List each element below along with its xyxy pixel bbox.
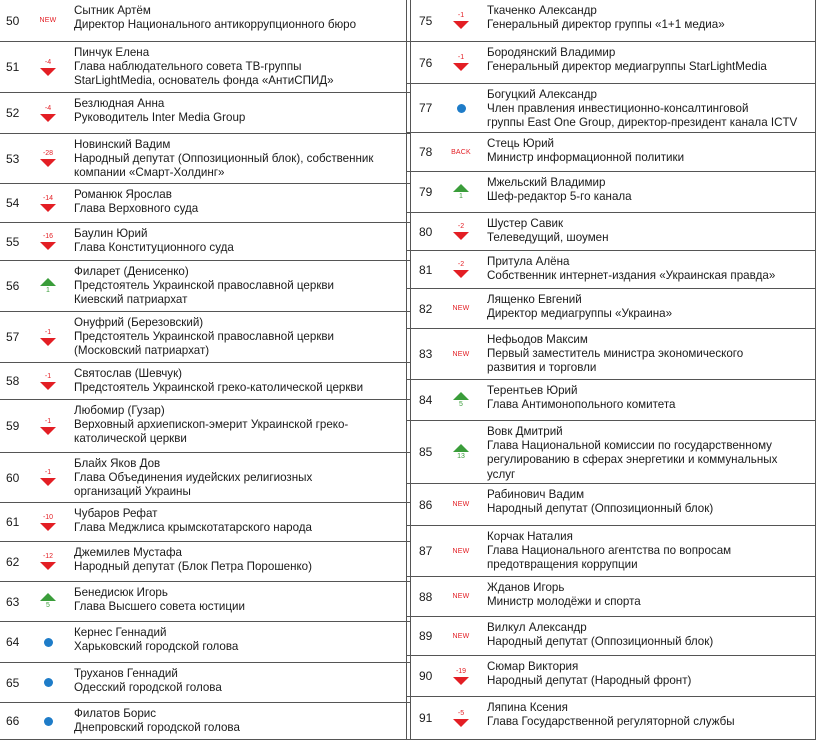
rank-change-indicator <box>449 706 473 730</box>
rank-change-label: 5 <box>46 602 50 609</box>
person-position: Директор Национального антикоррупционного бюро <box>74 18 357 32</box>
list-item <box>407 172 815 213</box>
list-item <box>0 400 410 453</box>
list-item <box>0 93 410 134</box>
person-position: (Московский патриархат) <box>74 344 210 358</box>
person-position: Киевский патриархат <box>74 293 188 307</box>
person-position: католической церкви <box>74 432 187 446</box>
rank-change-label: -1 <box>457 12 465 19</box>
rank-number: 88 <box>419 589 433 604</box>
person-name: Кернес Геннадий <box>74 626 167 639</box>
person-position: Генеральный директор группы «1+1 медиа» <box>487 18 725 32</box>
person-info <box>74 265 404 308</box>
rank-change-indicator <box>449 9 473 33</box>
rank-number: 86 <box>419 497 433 512</box>
person-position: Глава Верховного суда <box>74 202 199 216</box>
rank-change-indicator <box>449 51 473 75</box>
list-item <box>407 251 815 289</box>
person-position: Народный депутат (Оппозиционный блок) <box>487 502 714 516</box>
person-info <box>487 88 809 131</box>
list-item <box>0 503 410 542</box>
rank-change-indicator <box>36 325 60 349</box>
rank-number: 65 <box>6 675 20 690</box>
rank-change-indicator <box>449 140 473 164</box>
person-position: регулированию в сферах энергетики и коммунальных <box>487 453 778 467</box>
rank-number: 89 <box>419 629 433 643</box>
arrow-down-icon <box>40 478 56 486</box>
rank-change-label: -28 <box>42 150 54 157</box>
person-name: Любомир (Гузар) <box>74 404 165 417</box>
person-name: Труханов Геннадий <box>74 667 178 680</box>
arrow-up-icon <box>453 392 469 400</box>
list-item <box>0 0 410 42</box>
person-position: услуг <box>487 467 516 481</box>
arrow-up-icon <box>453 184 469 192</box>
rank-change-label: -14 <box>42 194 54 202</box>
rank-number: 78 <box>419 145 433 159</box>
list-item <box>0 453 410 503</box>
person-info <box>74 507 404 535</box>
person-position: StarLightMedia, основатель фонда «АнтиСПИД» <box>74 74 334 88</box>
person-info <box>74 707 404 735</box>
arrow-down-icon <box>453 719 469 727</box>
list-item <box>407 484 815 526</box>
rank-number: 62 <box>6 554 20 569</box>
rank-change-label: -2 <box>457 261 465 268</box>
person-position: Глава Национального агентства по вопросам <box>487 544 732 558</box>
person-info <box>487 425 809 482</box>
list-item <box>407 213 815 251</box>
person-position: Народный депутат (Блок Петра Порошенко) <box>74 560 312 574</box>
person-info <box>487 530 809 573</box>
person-name: Онуфрий (Березовский) <box>74 316 204 329</box>
person-name: Новинский Вадим <box>74 138 171 151</box>
rank-change-label: -1 <box>44 372 52 380</box>
rank-change-indicator <box>449 96 473 120</box>
list-item <box>0 582 410 622</box>
list-item <box>407 133 815 172</box>
rank-number: 76 <box>419 55 433 70</box>
rank-number: 57 <box>6 330 20 344</box>
person-info <box>74 586 404 614</box>
rank-change-label: -19 <box>455 667 467 675</box>
rank-change-indicator <box>36 466 60 490</box>
rank-change-indicator <box>36 101 60 125</box>
person-info <box>74 404 404 447</box>
person-position: Народный депутат (Народный фронт) <box>487 674 692 688</box>
person-position: Предстоятель Украинской православной церкви <box>74 330 335 344</box>
person-info <box>487 384 809 412</box>
rank-number: 83 <box>419 347 433 361</box>
person-name: Бенедисюк Игорь <box>74 586 168 599</box>
person-position: Директор медиагруппы «Украина» <box>487 307 673 321</box>
person-position: Одесский городской голова <box>74 681 222 695</box>
new-badge: NEW <box>452 593 470 600</box>
person-name: Вилкул Александр <box>487 621 587 634</box>
rank-change-label: -4 <box>44 104 52 112</box>
rank-change-indicator <box>36 550 60 574</box>
rank-number: 79 <box>419 185 433 199</box>
list-item <box>407 526 815 577</box>
person-info <box>74 457 404 500</box>
rank-change-indicator <box>449 440 473 464</box>
person-position: Глава Высшего совета юстиции <box>74 600 245 614</box>
person-position: Глава Государственной регуляторной службы <box>487 715 735 729</box>
arrow-down-icon <box>453 270 469 278</box>
list-item <box>0 312 410 363</box>
rank-number: 53 <box>6 151 20 166</box>
person-position: Руководитель Inter Media Group <box>74 111 246 125</box>
arrow-down-icon <box>40 159 56 167</box>
rank-change-label: -1 <box>457 54 465 61</box>
person-name: Рабинович Вадим <box>487 488 585 501</box>
arrow-down-icon <box>40 338 56 346</box>
rank-change-label: -10 <box>42 513 54 521</box>
person-name: Ляпина Ксения <box>487 701 568 714</box>
rank-number: 56 <box>6 279 20 293</box>
person-info <box>74 626 404 654</box>
rank-change-label: 1 <box>46 286 50 294</box>
rank-change-indicator <box>36 590 60 614</box>
rank-number: 77 <box>419 101 433 115</box>
arrow-down-icon <box>40 242 56 250</box>
rank-number: 85 <box>419 445 433 459</box>
list-item <box>407 697 815 740</box>
person-info <box>74 367 404 395</box>
rank-number: 87 <box>419 544 433 558</box>
person-info <box>487 137 809 165</box>
rank-change-indicator <box>36 414 60 438</box>
rank-number: 81 <box>419 262 433 277</box>
person-position: Народный депутат (Оппозиционный блок), собственник <box>74 152 374 166</box>
person-name: Терентьев Юрий <box>487 384 578 397</box>
rank-change-label: -4 <box>44 58 52 66</box>
rank-number: 60 <box>6 470 20 485</box>
person-name: Чубаров Рефат <box>74 507 158 520</box>
rank-change-indicator <box>449 258 473 282</box>
arrow-down-icon <box>40 382 56 390</box>
rank-change-indicator <box>449 297 473 321</box>
right-column <box>406 0 816 740</box>
person-info <box>487 293 809 321</box>
list-item <box>0 703 410 740</box>
list-item <box>407 329 815 380</box>
person-info <box>487 176 809 204</box>
list-item <box>0 42 410 93</box>
person-name: Джемилев Мустафа <box>74 546 182 559</box>
rank-number: 51 <box>6 60 20 74</box>
rank-number: 82 <box>419 301 433 316</box>
person-name: Корчак Наталия <box>487 530 573 543</box>
person-position: группы East One Group, директор-президент канала ICTV <box>487 116 798 130</box>
arrow-down-icon <box>40 68 56 76</box>
person-position: Глава наблюдательного совета ТВ-группы <box>74 60 302 74</box>
person-info <box>487 621 809 649</box>
list-item <box>0 363 410 400</box>
rank-number: 50 <box>6 13 20 28</box>
rank-change-label: -12 <box>42 553 54 560</box>
rank-number: 80 <box>419 224 433 239</box>
person-position: Харьковский городской голова <box>74 640 239 654</box>
rank-number: 59 <box>6 419 20 433</box>
rank-number: 55 <box>6 234 20 249</box>
person-name: Жданов Игорь <box>487 581 565 594</box>
list-item <box>407 289 815 329</box>
new-badge: NEW <box>452 547 470 555</box>
person-position: Первый заместитель министра экономического <box>487 347 744 361</box>
person-position: Верховный архиепископ-эмерит Украинской греко- <box>74 418 349 432</box>
person-name: Вовк Дмитрий <box>487 425 563 438</box>
person-info <box>487 581 809 609</box>
list-item <box>0 261 410 312</box>
person-info <box>487 255 809 283</box>
person-name: Бородянский Владимир <box>487 46 616 59</box>
rank-change-label: -16 <box>42 233 54 240</box>
rank-change-indicator <box>36 9 60 33</box>
list-item <box>407 656 815 697</box>
list-item <box>407 380 815 421</box>
rank-change-indicator <box>36 230 60 254</box>
unchanged-dot-icon <box>44 678 53 687</box>
rank-change-indicator <box>449 342 473 366</box>
unchanged-dot-icon <box>44 717 53 726</box>
unchanged-dot-icon <box>44 638 53 647</box>
person-name: Баулин Юрий <box>74 227 148 240</box>
person-info <box>74 97 404 125</box>
person-name: Притула Алёна <box>487 255 570 268</box>
person-info <box>487 488 809 516</box>
new-badge: NEW <box>452 632 470 640</box>
rank-change-label: -1 <box>44 469 52 476</box>
person-info <box>74 188 404 216</box>
rank-number: 66 <box>6 714 20 728</box>
rank-change-indicator <box>449 539 473 563</box>
rank-change-label: 13 <box>457 452 465 460</box>
person-name: Романюк Ярослав <box>74 188 172 201</box>
rank-number: 54 <box>6 196 20 210</box>
new-badge: NEW <box>39 17 57 24</box>
person-info <box>74 316 404 359</box>
rank-change-label: -1 <box>44 328 52 336</box>
list-item <box>0 223 410 261</box>
rank-change-label: -5 <box>457 709 465 717</box>
rank-change-indicator <box>36 630 60 654</box>
arrow-up-icon <box>40 593 56 601</box>
person-position: Глава Объединения иудейских религиозных <box>74 471 313 485</box>
person-name: Нефьодов Максим <box>487 333 588 346</box>
person-position: развития и торговли <box>487 361 597 375</box>
rank-number: 52 <box>6 106 20 120</box>
rank-number: 61 <box>6 515 20 529</box>
rank-change-indicator <box>449 220 473 244</box>
new-badge: NEW <box>452 305 470 312</box>
person-info <box>487 46 809 74</box>
rank-change-indicator <box>36 147 60 171</box>
person-position: Генеральный директор медиагруппы StarLightMedia <box>487 60 767 74</box>
person-position: Министр информационной политики <box>487 151 685 165</box>
person-position: Глава Национальной комиссии по государственному <box>487 439 772 453</box>
person-position: Министр молодёжи и спорта <box>487 595 641 609</box>
new-badge: NEW <box>452 501 470 508</box>
person-info <box>487 660 809 688</box>
person-position: Предстоятель Украинской греко-католической церкви <box>74 381 364 395</box>
person-position: Днепровский городской голова <box>74 721 240 735</box>
person-name: Безлюдная Анна <box>74 97 165 110</box>
person-info <box>487 701 809 729</box>
list-item <box>0 134 410 184</box>
person-position: Глава Меджлиса крымскотатарского народа <box>74 521 313 535</box>
person-name: Мжельский Владимир <box>487 176 606 189</box>
arrow-down-icon <box>453 677 469 685</box>
rank-change-label: -2 <box>457 223 465 230</box>
rank-number: 84 <box>419 393 433 407</box>
list-item <box>407 0 815 42</box>
rank-change-indicator <box>36 55 60 79</box>
person-name: Богуцкий Александр <box>487 88 597 101</box>
person-name: Святослав (Шевчук) <box>74 367 183 380</box>
person-info <box>487 217 809 245</box>
rank-change-label: 5 <box>459 400 463 408</box>
rank-number: 64 <box>6 635 20 649</box>
arrow-down-icon <box>40 114 56 122</box>
person-position: Телеведущий, шоумен <box>487 231 609 245</box>
person-name: Лященко Евгений <box>487 293 582 306</box>
rank-change-indicator <box>449 180 473 204</box>
arrow-up-icon <box>40 278 56 286</box>
unchanged-dot-icon <box>457 104 466 113</box>
person-info <box>74 667 404 695</box>
rank-change-indicator <box>449 624 473 648</box>
person-info <box>487 333 809 376</box>
rank-change-indicator <box>36 510 60 534</box>
person-info <box>74 4 404 32</box>
list-item <box>407 84 815 133</box>
person-position: Глава Антимонопольного комитета <box>487 398 676 412</box>
list-item <box>407 421 815 484</box>
rank-change-indicator <box>36 274 60 298</box>
rank-change-indicator <box>36 191 60 215</box>
list-item <box>0 663 410 703</box>
arrow-down-icon <box>453 21 469 29</box>
back-badge: BACK <box>451 148 471 156</box>
list-item <box>407 617 815 656</box>
rank-change-indicator <box>449 664 473 688</box>
person-info <box>487 4 809 32</box>
rank-change-indicator <box>449 493 473 517</box>
rank-change-indicator <box>449 388 473 412</box>
person-name: Филарет (Денисенко) <box>74 265 189 278</box>
rank-change-indicator <box>36 709 60 733</box>
person-position: организаций Украины <box>74 485 191 499</box>
rank-number: 58 <box>6 374 20 388</box>
rank-change-indicator <box>36 369 60 393</box>
person-name: Сюмар Виктория <box>487 660 579 673</box>
person-position: Глава Конституционного суда <box>74 241 234 255</box>
list-item <box>0 542 410 582</box>
rank-number: 75 <box>419 13 433 28</box>
person-info <box>74 546 404 574</box>
rank-number: 90 <box>419 669 433 683</box>
rank-number: 91 <box>419 711 433 725</box>
person-info <box>74 46 404 89</box>
rank-number: 63 <box>6 594 20 609</box>
person-position: Собственник интернет-издания «Украинская правда» <box>487 269 776 283</box>
list-item <box>0 622 410 663</box>
arrow-down-icon <box>40 562 56 570</box>
arrow-down-icon <box>40 204 56 212</box>
person-position: Член правления инвестиционно-консалтинговой <box>487 102 749 116</box>
rank-change-indicator <box>449 585 473 609</box>
rank-change-indicator <box>36 671 60 695</box>
person-name: Ткаченко Александр <box>487 4 597 17</box>
person-name: Пинчук Елена <box>74 46 150 59</box>
list-item <box>407 577 815 617</box>
list-item <box>407 42 815 84</box>
rank-change-label: -1 <box>44 417 52 425</box>
person-position: Народный депутат (Оппозиционный блок) <box>487 635 714 649</box>
new-badge: NEW <box>452 350 470 358</box>
arrow-down-icon <box>40 427 56 435</box>
person-name: Стець Юрий <box>487 137 555 150</box>
person-name: Сытник Артём <box>74 4 151 17</box>
person-position: компании «Смарт-Холдинг» <box>74 166 225 180</box>
list-item <box>0 184 410 223</box>
person-name: Филатов Борис <box>74 707 157 720</box>
arrow-up-icon <box>453 444 469 452</box>
left-column <box>0 0 411 740</box>
person-position: предотвращения коррупции <box>487 558 638 572</box>
arrow-down-icon <box>453 63 469 71</box>
arrow-down-icon <box>40 523 56 531</box>
rank-change-label: 1 <box>459 192 463 200</box>
person-name: Шустер Савик <box>487 217 564 230</box>
arrow-down-icon <box>453 232 469 240</box>
person-name: Блайх Яков Дов <box>74 457 161 470</box>
person-info <box>74 138 404 181</box>
person-position: Шеф-редактор 5-го канала <box>487 190 632 204</box>
person-info <box>74 227 404 255</box>
person-position: Предстоятель Украинской православной церкви <box>74 279 335 293</box>
